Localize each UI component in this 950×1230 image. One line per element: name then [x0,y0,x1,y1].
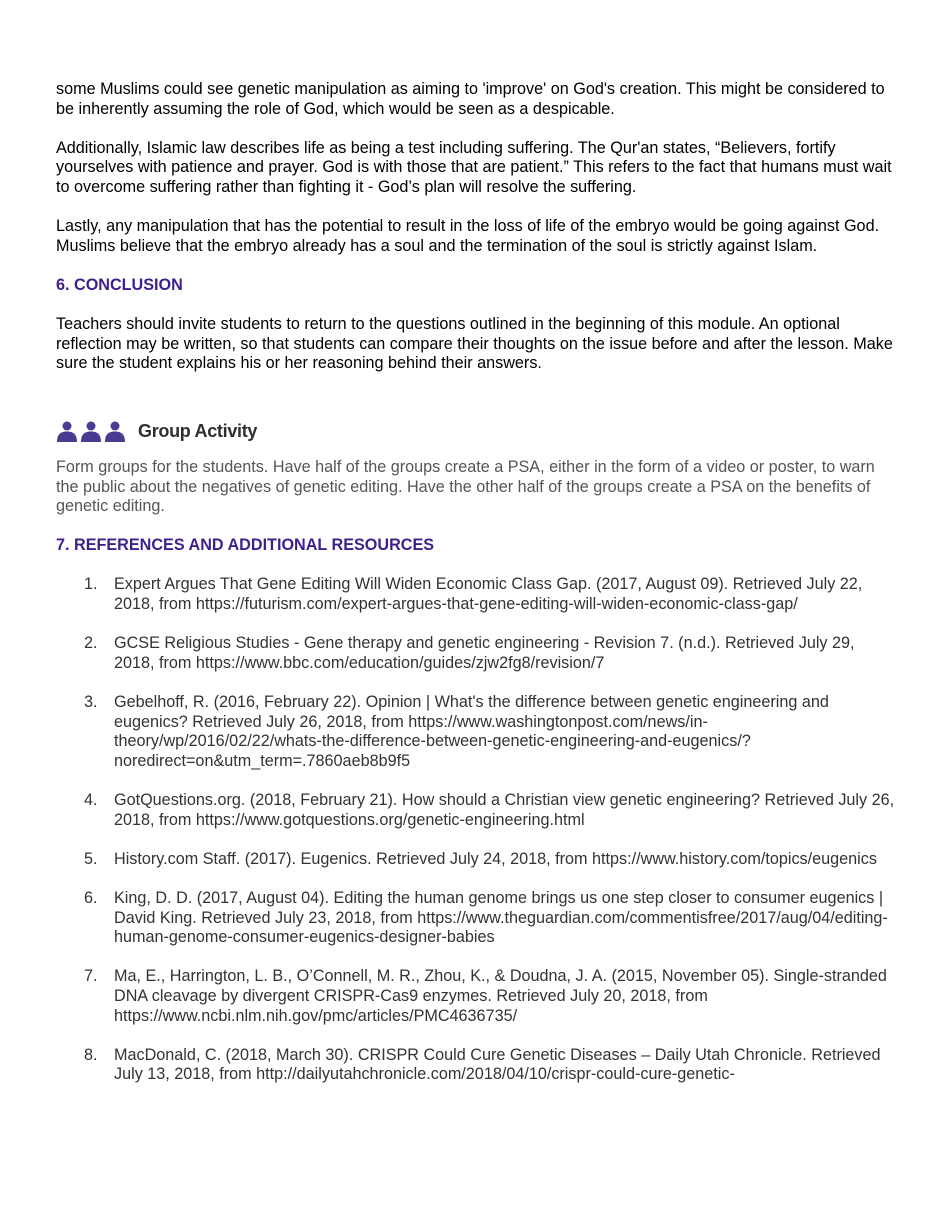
conclusion-paragraph: Teachers should invite students to return to the questions outlined in the beginning of this module. An optional reflection may be written, so that students can compare their thoughts on the issue before and after the lesson. Make sure the student explains his or her reasoning behind their answers. [56,315,893,373]
reference-text: Expert Argues That Gene Editing Will Widen Economic Class Gap. (2017, August 09). Retrieved July 22, 2018, from https://futurism.com/expert-argues-that-gene-editing-will-widen-economic-class-gap/ [114,575,863,614]
reference-item [56,575,896,614]
reference-text: MacDonald, C. (2018, March 30). CRISPR Could Cure Genetic Diseases – Daily Utah Chronicle. Retrieved July 13, 2018, from http://dailyutahchronicle.com/2018/04/10/crispr-could-cure-genetic- [114,1045,881,1084]
section-heading-references: 7. REFERENCES AND ADDITIONAL RESOURCES [56,536,435,555]
group-activity-title: Group Activity [138,421,258,442]
reference-number: 6. [84,888,98,907]
reference-text: King, D. D. (2017, August 04). Editing the human genome brings us one step closer to consumer eugenics | David King. Retrieved July 23, 2018, from https://www.theguardian.com/commentisfree/2017/aug/04/editing-human-genome-consumer-eugenics-designer-babies [114,888,888,947]
reference-item [56,693,896,771]
reference-item [56,634,896,673]
reference-number: 8. [84,1045,98,1064]
reference-number: 1. [84,575,98,594]
reference-number: 3. [84,693,98,712]
paragraph: some Muslims could see genetic manipulation as aiming to 'improve' on God's creation. This might be considered to be inherently assuming the role of God, which would be seen as a despicable. [56,80,885,118]
reference-number: 7. [84,967,98,986]
reference-item [56,791,896,830]
reference-item [56,889,896,948]
reference-item [56,850,896,870]
reference-text: GCSE Religious Studies - Gene therapy and genetic engineering - Revision 7. (n.d.). Retrieved July 29, 2018, from https://www.bbc.com/education/guides/zjw2fg8/revision/7 [114,634,855,672]
reference-number: 2. [84,634,98,653]
group-people-icon [56,420,126,444]
reference-text: Ma, E., Harrington, L. B., O’Connell, M. R., Zhou, K., & Doudna, J. A. (2015, November 05). Single-stranded DNA cleavage by divergent CRISPR-Cas9 enzymes. Retrieved July 20, 2018, from https://www.ncbi.nlm.nih.gov/pmc/articles/PMC4636735/ [114,967,887,1025]
reference-number: 5. [84,849,98,868]
paragraph: Lastly, any manipulation that has the potential to result in the loss of life of the embryo would be going against God. Muslims believe that the embryo already has a soul and the termination of the soul is strictly against Islam. [56,217,880,255]
paragraph: Additionally, Islamic law describes life as being a test including suffering. The Qur'an states, “Believers, fortify yourselves with patience and prayer. God is with those that are patient.” This refers to the fact that humans must wait to overcome suffering rather than fighting it - God’s plan will resolve the suffering. [56,138,892,196]
reference-text: GotQuestions.org. (2018, February 21). How should a Christian view genetic engineering? Retrieved July 26, 2018, from https://www.gotquestions.org/genetic-engineering.html [114,791,895,829]
document-page [56,80,896,1105]
section-heading-conclusion: 6. CONCLUSION [56,275,183,294]
reference-text: History.com Staff. (2017). Eugenics. Retrieved July 24, 2018, from https://www.history.com/topics/eugenics [114,849,877,868]
references-list [56,575,896,1084]
group-activity-header [56,416,896,448]
reference-item [56,1046,896,1085]
group-activity-text: Form groups for the students. Have half of the groups create a PSA, either in the form of a video or poster, to warn the public about the negatives of genetic editing. Have the other half of the groups create a PSA on the benefits of genetic editing. [56,457,875,516]
reference-number: 4. [84,791,98,809]
reference-text: Gebelhoff, R. (2016, February 22). Opinion | What's the difference between genetic engineering and eugenics? Retrieved July 26, 2018, from https://www.washingtonpost.com/news/in-theory/wp/2016/02/22/whats-the-difference-between-genetic-engineering-and-eugenics/?noredirect=on&utm_term=.7860aeb8b9f5 [114,693,829,770]
reference-item [56,967,896,1026]
